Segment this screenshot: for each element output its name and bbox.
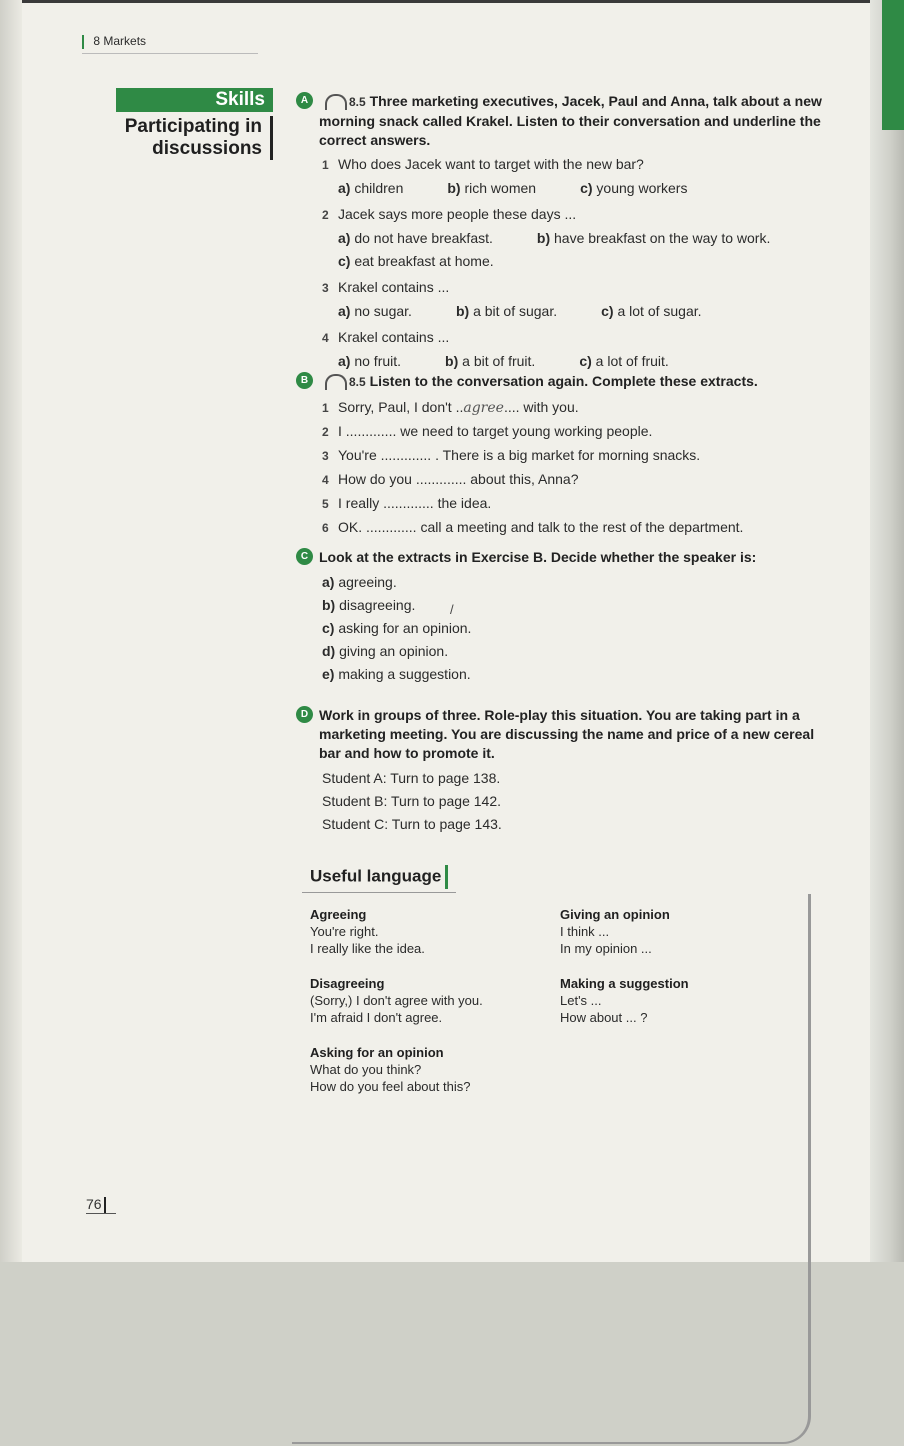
title-accent-bar — [445, 865, 448, 889]
option-text: making a suggestion. — [338, 666, 471, 682]
option-text: a bit of fruit. — [462, 353, 536, 369]
option-letter: c) — [338, 253, 351, 269]
exercise-d — [296, 706, 836, 836]
answer-option — [338, 303, 434, 319]
suggestion-line: Let's ... — [560, 993, 602, 1008]
option-letter: c) — [580, 180, 593, 196]
unit-number: 8 — [93, 34, 101, 48]
giving-group — [560, 906, 670, 957]
extract-text: You're ............. . There is a big market for morning snacks. — [338, 447, 701, 463]
option-text: young workers — [596, 180, 688, 196]
extract-number: 6 — [322, 521, 329, 535]
question-number: 4 — [322, 331, 329, 345]
extract-number: 2 — [322, 425, 329, 439]
answer-options — [338, 250, 836, 273]
option-text: a lot of fruit. — [595, 353, 669, 369]
header-bar — [82, 35, 84, 49]
answer-options — [338, 177, 836, 200]
exercise-a-instruction: Three marketing executives, Jacek, Paul and Anna, talk about a new morning snack called Krakel. Listen to their conversation and underline the correct answers. — [319, 93, 822, 148]
exercise-b-instruction: Listen to the conversation again. Complete these extracts. — [369, 373, 758, 389]
option-text: disagreeing. — [339, 597, 416, 613]
student-list — [296, 767, 836, 836]
exercise-b — [296, 372, 836, 540]
agreeing-heading: Agreeing — [310, 907, 367, 922]
student-instruction: Student C: Turn to page 143. — [322, 816, 502, 832]
exercise-c-instruction: Look at the extracts in Exercise B. Decide whether the speaker is: — [319, 549, 757, 565]
question-number: 1 — [322, 158, 329, 172]
answer-option — [445, 353, 557, 369]
option-text: no fruit. — [354, 353, 402, 369]
exercise-a-heading — [296, 92, 836, 150]
useful-language-title-text: Useful language — [310, 866, 442, 886]
page-number — [86, 1196, 116, 1214]
option-text: children — [354, 180, 404, 196]
option-text: asking for an opinion. — [338, 620, 472, 636]
page-gutter — [0, 0, 22, 1262]
top-rule — [22, 0, 870, 3]
asking-line: How do you feel about this? — [310, 1079, 471, 1094]
answer-options — [338, 227, 836, 250]
disagreeing-line: I'm afraid I don't agree. — [310, 1010, 443, 1025]
suggestion-heading: Making a suggestion — [560, 976, 689, 991]
extract-list — [296, 396, 836, 540]
question-text: Who does Jacek want to target with the new bar? — [338, 156, 644, 172]
extract-text: I ............. we need to target young working people. — [338, 423, 653, 439]
answer-option — [338, 180, 425, 196]
asking-heading: Asking for an opinion — [310, 1045, 444, 1060]
option-letter: b) — [322, 597, 336, 613]
extract-line — [322, 492, 836, 516]
question-item — [322, 326, 836, 350]
extract-number: 3 — [322, 449, 329, 463]
question-list — [296, 153, 836, 373]
option-item — [322, 663, 836, 686]
chapter-tab — [882, 0, 904, 130]
skills-title-line1: Participating in — [124, 116, 262, 137]
answer-option — [338, 253, 516, 269]
option-letter: c) — [579, 353, 592, 369]
page-number-text: 76 — [86, 1196, 102, 1212]
exercise-a — [296, 92, 836, 373]
disagreeing-line: (Sorry,) I don't agree with you. — [310, 993, 483, 1008]
agreeing-group — [310, 906, 425, 957]
useful-language-title — [302, 862, 456, 893]
skills-title — [116, 116, 273, 160]
track-number: 8.5 — [349, 95, 366, 109]
pencil-mark: / — [450, 602, 454, 617]
exercise-b-badge: B — [296, 372, 313, 389]
option-letter: a) — [338, 180, 351, 196]
option-letter: a) — [338, 303, 351, 319]
answer-option — [580, 180, 709, 196]
option-text: have breakfast on the way to work. — [554, 230, 771, 246]
option-text: do not have breakfast. — [354, 230, 493, 246]
exercise-d-heading — [296, 706, 836, 763]
question-number: 3 — [322, 281, 329, 295]
exercise-d-badge: D — [296, 706, 313, 723]
exercise-a-badge: A — [296, 92, 313, 109]
extract-text: I really ............. the idea. — [338, 495, 492, 511]
question-number: 2 — [322, 208, 329, 222]
exercise-c-heading — [296, 548, 836, 567]
option-letter: c) — [322, 620, 335, 636]
disagreeing-group — [310, 975, 483, 1026]
answer-option — [601, 303, 723, 319]
giving-line: I think ... — [560, 924, 610, 939]
extract-number: 4 — [322, 473, 329, 487]
extract-number: 1 — [322, 401, 329, 415]
skills-sidebar — [116, 88, 273, 160]
extract-line — [322, 420, 836, 444]
option-letter: b) — [445, 353, 459, 369]
track-number: 8.5 — [349, 375, 366, 389]
exercise-d-instruction: Work in groups of three. Role-play this situation. You are taking part in a marketing meeting. You are discussing the name and price of a new cereal bar and how to promote it. — [319, 707, 815, 761]
extract-line — [322, 468, 836, 492]
option-item — [322, 617, 836, 640]
student-instruction: Student A: Turn to page 138. — [322, 770, 501, 786]
question-item — [322, 203, 836, 227]
option-letter: a) — [338, 353, 351, 369]
suggestion-group — [560, 975, 689, 1026]
option-letter: d) — [322, 643, 336, 659]
question-text: Krakel contains ... — [338, 279, 450, 295]
exercise-c-badge: C — [296, 548, 313, 565]
suggestion-line: How about ... ? — [560, 1010, 648, 1025]
skills-tag: Skills — [116, 88, 273, 112]
option-letter: b) — [455, 303, 470, 319]
option-text: a bit of sugar. — [473, 303, 558, 319]
option-letter: a) — [322, 574, 335, 590]
question-text: Krakel contains ... — [338, 329, 450, 345]
handwritten-answer: agree — [463, 400, 504, 416]
extract-number: 5 — [322, 497, 329, 511]
extract-line — [322, 516, 836, 540]
exercise-c — [296, 548, 836, 686]
option-letter: e) — [322, 666, 335, 682]
question-text: Jacek says more people these days ... — [338, 206, 577, 222]
answer-options — [338, 350, 836, 373]
option-text: agreeing. — [338, 574, 397, 590]
question-item — [322, 276, 836, 300]
option-item — [322, 640, 836, 663]
student-instruction: Student B: Turn to page 142. — [322, 793, 502, 809]
next-page-edge — [870, 0, 904, 1262]
asking-line: What do you think? — [310, 1062, 422, 1077]
asking-group — [310, 1044, 470, 1095]
option-text: no sugar. — [354, 303, 412, 319]
exercise-b-heading — [296, 372, 836, 392]
answer-option — [579, 353, 691, 369]
giving-heading: Giving an opinion — [560, 907, 670, 922]
giving-line: In my opinion ... — [560, 941, 652, 956]
answer-option — [338, 230, 515, 246]
disagreeing-heading: Disagreeing — [310, 976, 385, 991]
page-number-bar — [104, 1197, 106, 1213]
unit-title: Markets — [103, 34, 147, 48]
option-item — [322, 571, 836, 594]
useful-language-box — [292, 858, 810, 1446]
extract-line — [322, 396, 836, 420]
option-letter: b) — [447, 180, 461, 196]
extract-text: Sorry, Paul, I don't .. — [338, 399, 464, 415]
skills-title-line2: discussions — [152, 138, 262, 159]
option-text: eat breakfast at home. — [354, 253, 494, 269]
option-letter: a) — [338, 230, 351, 246]
headphones-icon — [325, 374, 347, 390]
option-list — [296, 571, 836, 686]
running-header — [82, 34, 258, 54]
agreeing-line: I really like the idea. — [310, 941, 425, 956]
extract-text-end: .... with you. — [503, 399, 579, 415]
option-letter: c) — [601, 303, 614, 319]
option-item — [322, 594, 836, 617]
agreeing-line: You're right. — [310, 924, 379, 939]
extract-line — [322, 444, 836, 468]
answer-option — [537, 230, 792, 246]
extract-text: How do you ............. about this, Anna? — [338, 471, 579, 487]
option-text: rich women — [464, 180, 537, 196]
answer-option — [456, 303, 579, 319]
answer-options — [338, 300, 836, 323]
option-text: giving an opinion. — [339, 643, 449, 659]
answer-option — [338, 353, 423, 369]
option-letter: b) — [536, 230, 551, 246]
headphones-icon — [325, 94, 347, 110]
option-text: a lot of sugar. — [617, 303, 702, 319]
answer-option — [447, 180, 558, 196]
question-item — [322, 153, 836, 177]
extract-text: OK. ............. call a meeting and talk to the rest of the department. — [338, 519, 744, 535]
